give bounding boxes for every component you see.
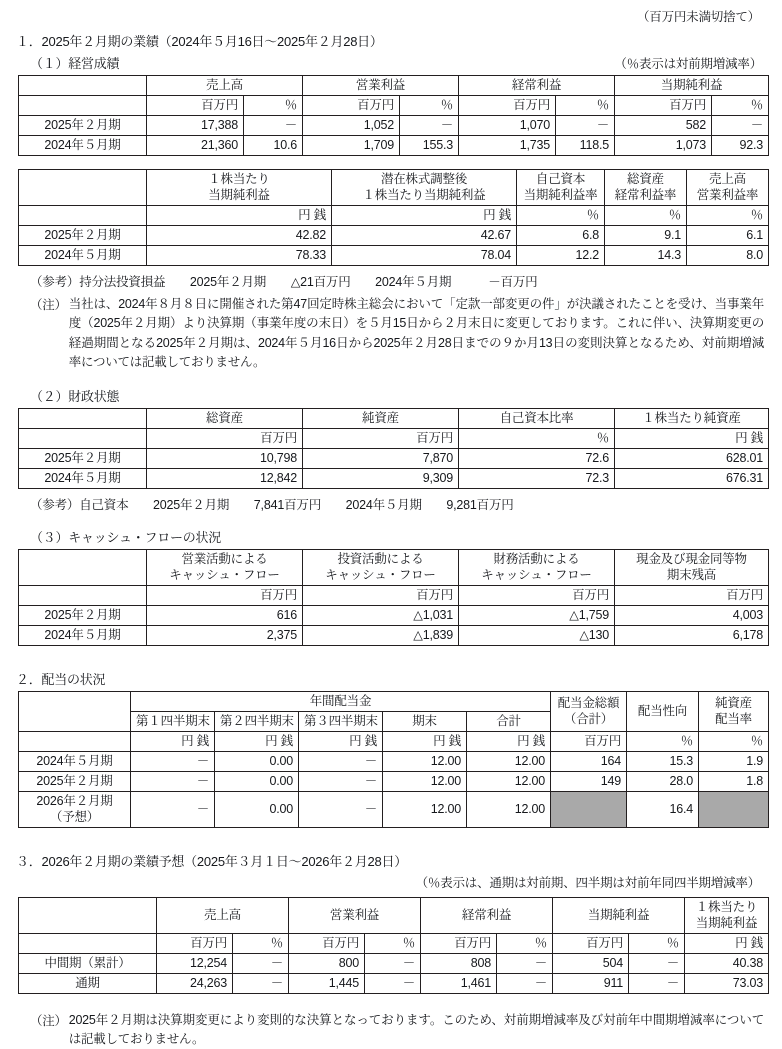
table-row <box>19 116 769 136</box>
data-cell: 4,003 <box>615 605 769 625</box>
dividend-table-wrap <box>14 691 768 828</box>
unit-cell: 百万円 <box>553 933 629 953</box>
data-cell: △1,031 <box>303 605 459 625</box>
row-label: 2024年５月期 <box>19 751 131 771</box>
corner-cell <box>19 549 147 585</box>
table-row-units <box>19 933 769 953</box>
data-cell: － <box>629 973 685 993</box>
data-cell: △130 <box>459 625 615 645</box>
data-cell: 1.9 <box>699 751 769 771</box>
unit-cell: 百万円 <box>147 428 303 448</box>
unit-corner-cell <box>19 96 147 116</box>
data-cell: 155.3 <box>400 136 459 156</box>
note-label: （注） <box>30 1011 69 1029</box>
unit-cell: ％ <box>244 96 303 116</box>
col-header-payout-ratio: 配当性向 <box>627 691 699 731</box>
data-cell: 1,052 <box>303 116 400 136</box>
unit-cell: 百万円 <box>459 585 615 605</box>
table-row <box>19 771 769 791</box>
unit-cell: 百万円 <box>147 585 303 605</box>
unit-cell: 百万円 <box>157 933 233 953</box>
unit-cell: ％ <box>712 96 769 116</box>
data-cell: － <box>299 791 383 827</box>
section2-title: ２．配当の状況 <box>16 669 768 688</box>
col-header-diluted-eps: 潜在株式調整後 １株当たり当期純利益 <box>332 170 517 206</box>
data-cell: 6.1 <box>687 226 769 246</box>
data-cell: － <box>497 973 553 993</box>
data-cell: 17,388 <box>147 116 244 136</box>
unit-cell: ％ <box>605 206 687 226</box>
equity-method-reference: （参考）持分法投資損益 2025年２月期 △21百万円 2024年５月期 －百万円 <box>30 272 768 290</box>
data-cell: 6,178 <box>615 625 769 645</box>
data-cell: 10,798 <box>147 448 303 468</box>
col-header-roe: 自己資本 当期純利益率 <box>517 170 605 206</box>
data-cell: 8.0 <box>687 246 769 266</box>
row-label-line2: （予想） <box>50 810 99 824</box>
data-cell: 12.00 <box>467 751 551 771</box>
table-row <box>19 136 769 156</box>
row-label: 中間期（累計） <box>19 953 157 973</box>
unit-corner-cell <box>19 933 157 953</box>
data-cell: 1,070 <box>459 116 556 136</box>
corner-cell <box>19 170 147 206</box>
data-cell: 78.04 <box>332 246 517 266</box>
section1-sub2-title: （２）財政状態 <box>30 386 768 405</box>
table-row-group-header <box>19 897 769 933</box>
cashflow-table <box>18 549 769 646</box>
table-row <box>19 448 769 468</box>
col-group-operating-income: 営業利益 <box>303 76 459 96</box>
unit-corner-cell <box>19 428 147 448</box>
data-cell: 92.3 <box>712 136 769 156</box>
data-cell: 14.3 <box>605 246 687 266</box>
data-cell-disabled <box>699 791 769 827</box>
data-cell: 1,461 <box>421 973 497 993</box>
data-cell: 21,360 <box>147 136 244 156</box>
col-header-operating-cf: 営業活動による キャッシュ・フロー <box>147 549 303 585</box>
data-cell: － <box>629 953 685 973</box>
data-cell: － <box>233 953 289 973</box>
note-text: 当社は、2024年８月８日に開催された第47回定時株主総会において「定款一部変更の件」が決議されたことを受け、当事業年度（2025年２月期）より決算期（事業年度の末日）を５月15日から２月末日に変更しております。これに伴い、決算期変更の経過期間となる2025年２月期は、2024年５月16日から2025年２月28日までの９か月13日の変則決算となるため、対前期増減率については記載しておりません。 <box>69 295 768 373</box>
section1-title: １．2025年２月期の業績（2024年５月16日～2025年２月28日） <box>16 31 768 50</box>
unit-cell: 円 銭 <box>215 731 299 751</box>
unit-cell: ％ <box>233 933 289 953</box>
col-group-ordinary-income: 経常利益 <box>421 897 553 933</box>
data-cell: 12,254 <box>157 953 233 973</box>
forecast-table <box>18 897 769 994</box>
data-cell: 72.6 <box>459 448 615 468</box>
col-header-operating-margin: 売上高 営業利益率 <box>687 170 769 206</box>
data-cell: 1,445 <box>289 973 365 993</box>
data-cell: △1,759 <box>459 605 615 625</box>
unit-cell: ％ <box>497 933 553 953</box>
col-group-net-income: 当期純利益 <box>615 76 769 96</box>
unit-cell: 百万円 <box>289 933 365 953</box>
col-group-ordinary-income: 経常利益 <box>459 76 615 96</box>
table-row <box>19 468 769 488</box>
table-row <box>19 625 769 645</box>
cashflow-table-wrap <box>14 549 768 646</box>
data-cell: － <box>712 116 769 136</box>
forecast-note <box>30 1011 768 1049</box>
unit-corner-cell <box>19 731 131 751</box>
data-cell: 40.38 <box>685 953 769 973</box>
financial-position-table <box>18 408 769 489</box>
table-row-header <box>19 549 769 585</box>
table-row <box>19 953 769 973</box>
section1-sub1-header <box>30 53 768 72</box>
per-share-table-wrap <box>14 169 768 266</box>
corner-cell <box>19 408 147 428</box>
unit-corner-cell <box>19 206 147 226</box>
data-cell: 1.8 <box>699 771 769 791</box>
data-cell: 911 <box>553 973 629 993</box>
data-cell: － <box>400 116 459 136</box>
data-cell: 0.00 <box>215 751 299 771</box>
unit-cell: ％ <box>687 206 769 226</box>
data-cell: 6.8 <box>517 226 605 246</box>
data-cell: － <box>233 973 289 993</box>
unit-cell: 円 銭 <box>383 731 467 751</box>
data-cell: 149 <box>551 771 627 791</box>
data-cell: 800 <box>289 953 365 973</box>
table-row-group-header <box>19 691 769 711</box>
col-group-sales: 売上高 <box>147 76 303 96</box>
col-group-annual-dividend: 年間配当金 <box>131 691 551 711</box>
col-group-operating-income: 営業利益 <box>289 897 421 933</box>
col-header-total: 合計 <box>467 711 551 731</box>
note-text: 2025年２月期は決算期変更により変則的な決算となっております。このため、対前期増減率及び対前年中間期増減率については記載しておりません。 <box>69 1011 768 1049</box>
data-cell: 9.1 <box>605 226 687 246</box>
corner-cell <box>19 76 147 96</box>
dividend-table <box>18 691 769 828</box>
col-header-q3: 第３四半期末 <box>299 711 383 731</box>
data-cell: － <box>244 116 303 136</box>
data-cell: － <box>365 953 421 973</box>
data-cell: 1,073 <box>615 136 712 156</box>
note-label: （注） <box>30 295 69 313</box>
section1-sub3-title: （３）キャッシュ・フローの状況 <box>30 527 768 546</box>
col-header-financing-cf: 財務活動による キャッシュ・フロー <box>459 549 615 585</box>
unit-cell: 円 銭 <box>299 731 383 751</box>
col-header-eps: １株当たり 当期純利益 <box>685 897 769 933</box>
operating-results-table <box>18 75 769 156</box>
data-cell: － <box>131 791 215 827</box>
col-header-bps: １株当たり純資産 <box>615 408 769 428</box>
rounding-note: （百万円未満切捨て） <box>14 7 760 25</box>
data-cell: 676.31 <box>615 468 769 488</box>
data-cell: 504 <box>553 953 629 973</box>
col-header-year-end: 期末 <box>383 711 467 731</box>
data-cell: △1,839 <box>303 625 459 645</box>
table-row <box>19 751 769 771</box>
unit-cell: ％ <box>627 731 699 751</box>
data-cell: 2,375 <box>147 625 303 645</box>
unit-cell: 百万円 <box>551 731 627 751</box>
col-header-dividend-on-equity: 純資産 配当率 <box>699 691 769 731</box>
unit-cell: ％ <box>517 206 605 226</box>
data-cell: 7,870 <box>303 448 459 468</box>
data-cell: 118.5 <box>556 136 615 156</box>
col-header-net-assets: 純資産 <box>303 408 459 428</box>
row-label: 2025年２月期 <box>19 116 147 136</box>
row-label: 通期 <box>19 973 157 993</box>
corner-cell <box>19 897 157 933</box>
unit-cell: 百万円 <box>303 96 400 116</box>
row-label: 2024年５月期 <box>19 246 147 266</box>
data-cell: 10.6 <box>244 136 303 156</box>
data-cell: 72.3 <box>459 468 615 488</box>
unit-cell: 円 銭 <box>615 428 769 448</box>
unit-cell: ％ <box>365 933 421 953</box>
data-cell: － <box>497 953 553 973</box>
row-label: 2025年２月期 <box>19 771 131 791</box>
data-cell: 1,735 <box>459 136 556 156</box>
table-row <box>19 226 769 246</box>
data-cell: 0.00 <box>215 771 299 791</box>
unit-cell: 円 銭 <box>467 731 551 751</box>
data-cell: － <box>365 973 421 993</box>
table-row <box>19 605 769 625</box>
data-cell: 42.82 <box>147 226 332 246</box>
data-cell: 0.00 <box>215 791 299 827</box>
table-row-group-header <box>19 76 769 96</box>
unit-cell: ％ <box>400 96 459 116</box>
data-cell: － <box>131 751 215 771</box>
col-header-q1: 第１四半期末 <box>131 711 215 731</box>
data-cell: － <box>131 771 215 791</box>
data-cell: 12.00 <box>383 791 467 827</box>
section1-sub1-note: （％表示は対前期増減率） <box>614 54 768 72</box>
section1-sub1-title: （１）経営成績 <box>30 53 614 72</box>
section1-sub3-header <box>30 527 768 546</box>
data-cell: 28.0 <box>627 771 699 791</box>
data-cell: 78.33 <box>147 246 332 266</box>
row-label: 2024年５月期 <box>19 468 147 488</box>
data-cell: 12.2 <box>517 246 605 266</box>
data-cell: － <box>556 116 615 136</box>
col-header-total-assets: 総資産 <box>147 408 303 428</box>
data-cell-disabled <box>551 791 627 827</box>
section3-note: （％表示は、通期は対前期、四半期は対前年同四半期増減率） <box>14 873 760 891</box>
data-cell: 9,309 <box>303 468 459 488</box>
unit-cell: 百万円 <box>459 96 556 116</box>
col-group-net-income: 当期純利益 <box>553 897 685 933</box>
data-cell: 73.03 <box>685 973 769 993</box>
table-row <box>19 973 769 993</box>
col-group-sales: 売上高 <box>157 897 289 933</box>
unit-cell: 百万円 <box>615 96 712 116</box>
col-header-investing-cf: 投資活動による キャッシュ・フロー <box>303 549 459 585</box>
row-label-line1: 2026年２月期 <box>36 794 112 808</box>
data-cell: － <box>299 751 383 771</box>
col-header-roa: 総資産 経常利益率 <box>605 170 687 206</box>
table-row-units <box>19 96 769 116</box>
data-cell: 24,263 <box>157 973 233 993</box>
table-row-units <box>19 428 769 448</box>
forecast-table-wrap <box>14 897 768 994</box>
data-cell: 808 <box>421 953 497 973</box>
fiscal-change-note <box>30 295 768 373</box>
col-header-cash-balance: 現金及び現金同等物 期末残高 <box>615 549 769 585</box>
financial-position-table-wrap <box>14 408 768 489</box>
table-row-header <box>19 408 769 428</box>
table-row-units <box>19 585 769 605</box>
row-label: 2024年５月期 <box>19 136 147 156</box>
table-row-units <box>19 731 769 751</box>
data-cell: 12.00 <box>383 751 467 771</box>
unit-cell: 百万円 <box>421 933 497 953</box>
table-row-forecast <box>19 791 769 827</box>
unit-cell: 円 銭 <box>332 206 517 226</box>
data-cell: 1,709 <box>303 136 400 156</box>
row-label <box>19 791 131 827</box>
table-row-header <box>19 170 769 206</box>
unit-cell: ％ <box>556 96 615 116</box>
row-label: 2025年２月期 <box>19 226 147 246</box>
unit-cell: ％ <box>699 731 769 751</box>
operating-results-table-wrap <box>14 75 768 156</box>
col-header-eps: １株当たり 当期純利益 <box>147 170 332 206</box>
unit-cell: ％ <box>459 428 615 448</box>
data-cell: 12,842 <box>147 468 303 488</box>
unit-cell: 百万円 <box>147 96 244 116</box>
per-share-indicators-table <box>18 169 769 266</box>
row-label: 2024年５月期 <box>19 625 147 645</box>
data-cell: 12.00 <box>467 771 551 791</box>
data-cell: 582 <box>615 116 712 136</box>
corner-cell <box>19 691 131 731</box>
equity-reference: （参考）自己資本 2025年２月期 7,841百万円 2024年５月期 9,281百万円 <box>30 495 768 513</box>
col-header-equity-ratio: 自己資本比率 <box>459 408 615 428</box>
row-label: 2025年２月期 <box>19 605 147 625</box>
unit-cell: 円 銭 <box>131 731 215 751</box>
data-cell: 628.01 <box>615 448 769 468</box>
data-cell: 12.00 <box>467 791 551 827</box>
table-row-units <box>19 206 769 226</box>
col-header-total-dividend: 配当金総額 （合計） <box>551 691 627 731</box>
data-cell: － <box>299 771 383 791</box>
data-cell: 15.3 <box>627 751 699 771</box>
col-header-q2: 第２四半期末 <box>215 711 299 731</box>
section1-sub2-header <box>30 386 768 405</box>
unit-cell: 円 銭 <box>147 206 332 226</box>
unit-cell: 百万円 <box>615 585 769 605</box>
data-cell: 12.00 <box>383 771 467 791</box>
unit-corner-cell <box>19 585 147 605</box>
data-cell: 42.67 <box>332 226 517 246</box>
unit-cell: 百万円 <box>303 428 459 448</box>
unit-cell: 円 銭 <box>685 933 769 953</box>
data-cell: 16.4 <box>627 791 699 827</box>
row-label: 2025年２月期 <box>19 448 147 468</box>
unit-cell: ％ <box>629 933 685 953</box>
unit-cell: 百万円 <box>303 585 459 605</box>
data-cell: 616 <box>147 605 303 625</box>
section3-title: ３．2026年２月期の業績予想（2025年３月１日～2026年２月28日） <box>16 851 768 870</box>
data-cell: 164 <box>551 751 627 771</box>
table-row <box>19 246 769 266</box>
